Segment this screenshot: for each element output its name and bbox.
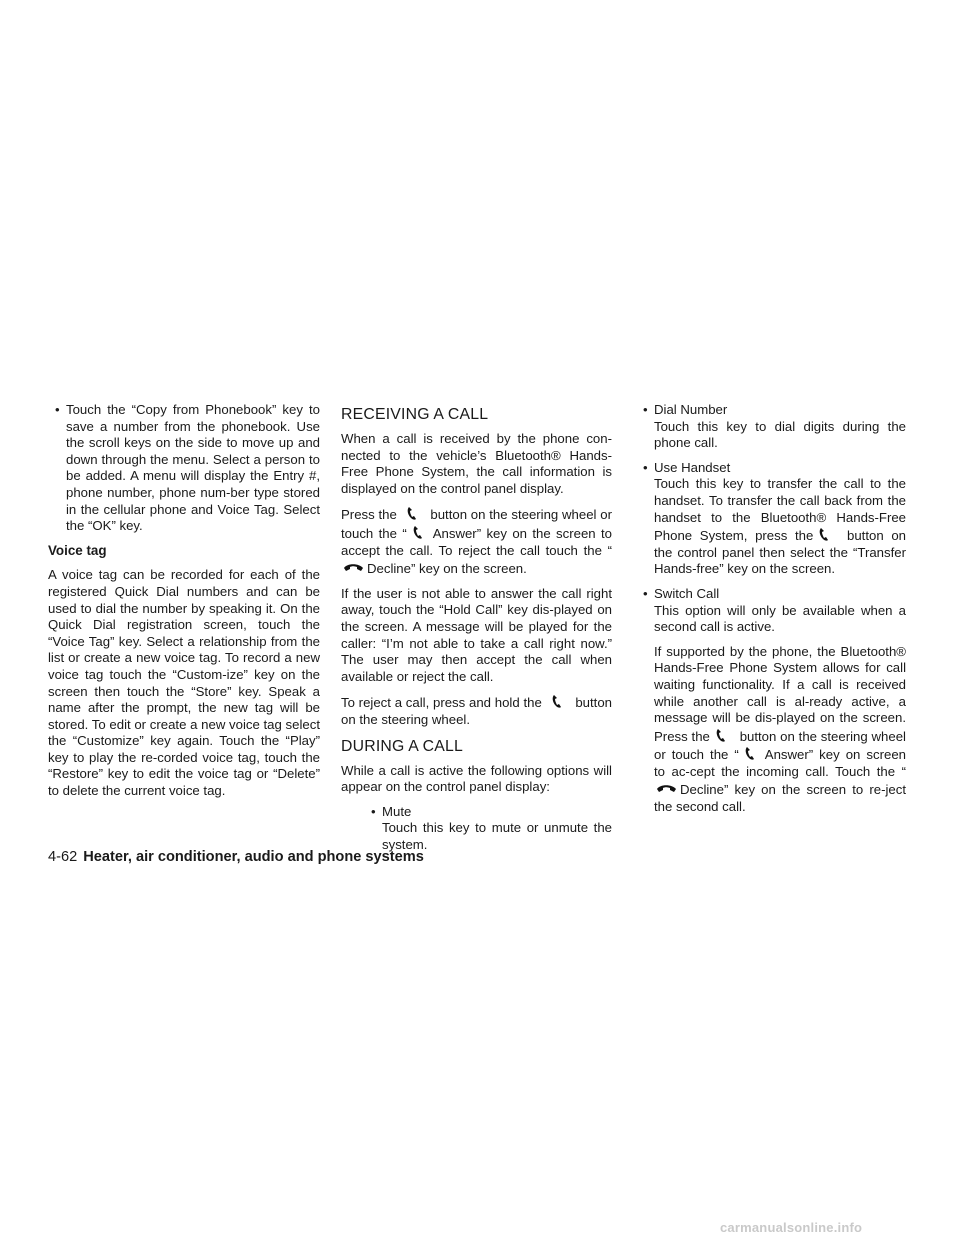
press-text-b: button on the steering wheel or touch the “ (341, 507, 612, 541)
bullet-marker: • (643, 402, 648, 417)
dial-number-description: Touch this key to dial digits during the phone call. (654, 418, 906, 451)
phone-answer-icon (407, 524, 433, 540)
bullet-marker: • (371, 803, 376, 819)
voice-tag-paragraph: A voice tag can be recorded for each of the registered Quick Dial numbers and can be used to dial the number by speaking it. On the Quick Dial registration screen, touch the “Voice Tag” key. Select a relationship from the list or create a new voice tag. To record a new voice tag touch the “Custom-ize” key on the screen then touch the “Store” key. Speak a name after the prompt, the new tag will be stored. To edit or create a new voice tag select the “Customize” key again. Touch the “Play” key to play the re-corded voice tag, touch the “Restore” key to edit the voice tag or “Delete” to delete the current voice tag. (48, 567, 320, 799)
bullet-marker: • (643, 459, 648, 475)
switch-text-a: If supported by the phone, the Bluetooth® Hands-Free Phone System allows for call waiting functionality. If a call is received while another call is al-ready active, a message will be dis-played on the screen. Press the (654, 643, 906, 744)
list-item (364, 804, 612, 854)
use-handset-description (654, 476, 906, 578)
mute-description: Touch this key to mute or unmute the system. (382, 820, 612, 852)
phone-decline-icon (654, 780, 680, 796)
phone-answer-icon (739, 745, 765, 761)
page-number: 4-62 (48, 849, 78, 865)
voice-tag-heading: Voice tag (48, 542, 107, 558)
press-text-d: Decline” key on the screen. (367, 561, 527, 577)
switch-call-label: Switch Call (654, 585, 720, 601)
section-title: Heater, air conditioner, audio and phone systems (83, 849, 424, 865)
phone-answer-icon (710, 727, 736, 743)
phone-answer-icon (401, 505, 427, 521)
copy-phonebook-text: Touch the “Copy from Phonebook” key to save a number from the phonebook. Use the scroll keys on the side to move up and down through the menu. Select a person to be added. A menu will display the Entry #, phone number, phone num-ber type stored in the cellular phone and Voice Tag. Select the “OK” key. (66, 402, 320, 534)
bullet-marker: • (643, 585, 648, 601)
phone-decline-icon (341, 559, 367, 575)
list-item (636, 460, 906, 578)
watermark-text: carmanualsonline.info (720, 1220, 863, 1235)
switch-text-b: button on the steering wheel or touch the “ (654, 728, 906, 763)
call-waiting-paragraph (654, 644, 906, 816)
column-left (48, 402, 320, 808)
column-middle (341, 402, 612, 853)
switch-text-c: Answer” key on screen to ac-cept the incoming call. Touch the “ (654, 747, 906, 779)
list-item (48, 402, 320, 535)
dial-number-label: Dial Number (654, 402, 728, 417)
during-call-heading: DURING A CALL (341, 737, 463, 755)
during-paragraph: While a call is active the following options will appear on the control panel display: (341, 762, 612, 795)
column-right (636, 402, 906, 824)
bullet-marker: • (55, 402, 60, 417)
receiving-call-heading: RECEIVING A CALL (341, 406, 489, 423)
mute-label: Mute (382, 803, 412, 819)
press-paragraph (341, 505, 612, 577)
reject-paragraph (341, 693, 612, 728)
phone-answer-icon (813, 526, 839, 542)
handset-text-b: button on the control panel then select the “Transfer Hands-free” key on the screen. (654, 528, 906, 577)
switch-text-d: Decline” key on the screen to re-ject the second call. (654, 782, 906, 815)
page-footer (48, 849, 424, 865)
reject-text-a: To reject a call, press and hold the (341, 695, 542, 711)
switch-call-description: This option will only be available when a second call is active. (654, 602, 906, 635)
reject-text-b: button on the steering wheel. (341, 695, 612, 727)
handset-text-a: Touch this key to transfer the call to the handset. To transfer the call back from the handset to the Bluetooth® Hands-Free Phone System, press the (654, 476, 906, 544)
press-text-c: Answer” key on the screen to accept the call. To reject the call touch the “ (341, 525, 612, 558)
hold-paragraph: If the user is not able to answer the call right away, touch the “Hold Call” key dis-played on the screen. A message will be played for the caller: “I’m not able to take a call right now.” The user may then accept the call when available or reject the call. (341, 585, 612, 684)
use-handset-label: Use Handset (654, 459, 731, 475)
phone-answer-icon (546, 693, 572, 709)
list-item (636, 402, 906, 452)
receiving-paragraph: When a call is received by the phone con-nected to the vehicle’s Bluetooth® Hands-Free Phone System, the call information is displayed on the control panel display. (341, 431, 612, 496)
press-text-a: Press the (341, 507, 397, 523)
list-item (636, 586, 906, 636)
